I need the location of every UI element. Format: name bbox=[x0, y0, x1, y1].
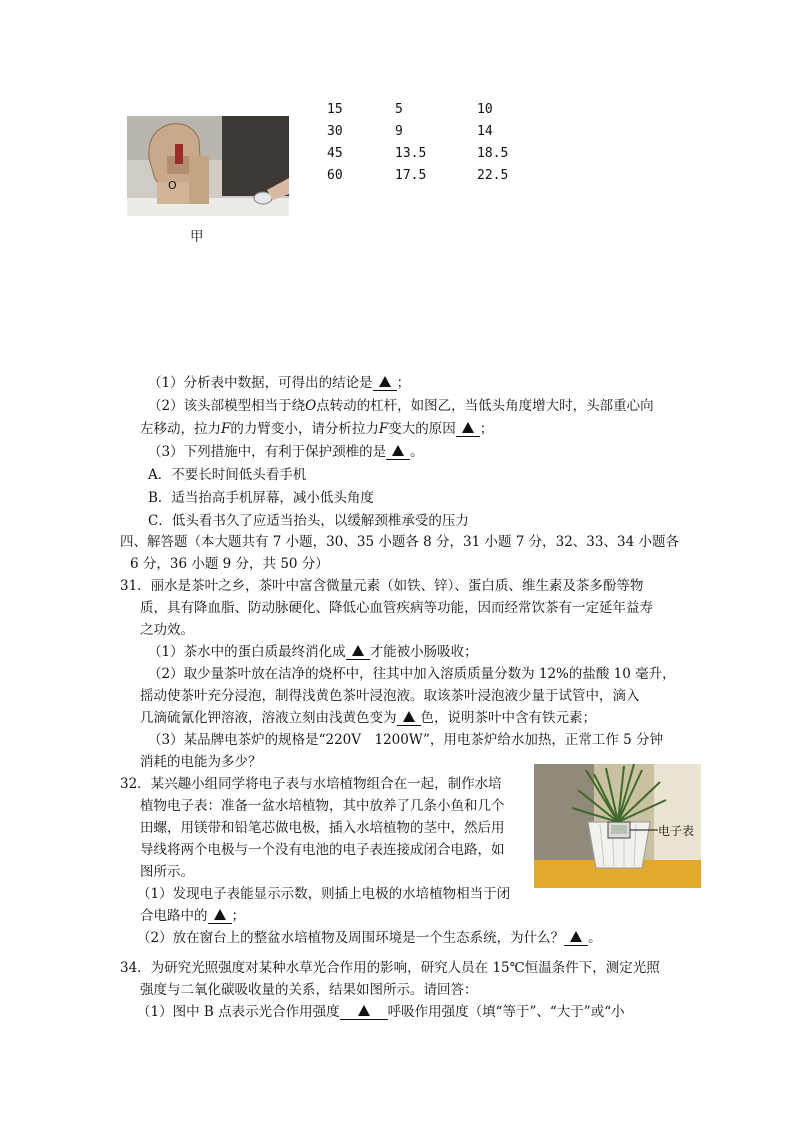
pivot-o-label: O bbox=[168, 179, 177, 192]
section4-heading-line1: 四、解答题（本大题共有 7 小题，30、35 小题各 8 分，31 小题 7 分，32、33、34 小题各 bbox=[120, 534, 679, 550]
answer-triangle-icon bbox=[358, 1005, 370, 1016]
table-cell: 17.5 bbox=[395, 167, 427, 183]
table-cell: 9 bbox=[395, 123, 403, 139]
table-cell: 22.5 bbox=[477, 167, 509, 183]
table-row bbox=[327, 142, 517, 164]
q32-stem-line5: 图所示。 bbox=[140, 864, 194, 880]
q32-stem-line4: 导线将两个电极与一个没有电池的电子表连接成闭合电路，如 bbox=[140, 842, 505, 858]
table-cell: 14 bbox=[477, 123, 493, 139]
head-model-illustration bbox=[127, 116, 289, 216]
q32-stem-line2: 植物电子表：准备一盆水培植物，其中放养了几条小鱼和几个 bbox=[140, 798, 505, 814]
table-row bbox=[327, 98, 517, 120]
answer-blank bbox=[564, 931, 588, 946]
q34-stem-line1: 34．为研究光照强度对某种水草光合作用的影响，研究人员在 15℃恒温条件下，测定光照 bbox=[120, 960, 660, 976]
water-plant-photo bbox=[534, 764, 701, 888]
q32-part2: （2）放在窗台上的整盆水培植物及周围环境是一个生态系统，为什么？ 。 bbox=[137, 930, 602, 946]
section4-heading-line2: 6 分，36 小题 9 分，共 50 分） bbox=[130, 556, 329, 572]
answer-triangle-icon bbox=[379, 376, 391, 387]
head-model-photo bbox=[127, 116, 289, 216]
table-cell: 18.5 bbox=[477, 145, 509, 161]
q30-part2-line2: 左移动，拉力F的力臂变小，请分析拉力F变大的原因 ； bbox=[140, 421, 494, 437]
q30-part3: （3）下列措施中，有利于保护颈椎的是 。 bbox=[148, 444, 424, 460]
q31-stem-line1: 31．丽水是茶叶之乡，茶叶中富含微量元素（如铁、锌）、蛋白质、维生素及茶多酚等物 bbox=[120, 578, 644, 594]
q30-part2-line1: （2）该头部模型相当于绕O点转动的杠杆，如图乙，当低头角度增大时，头部重心向 bbox=[148, 398, 654, 414]
table-cell: 10 bbox=[477, 101, 493, 117]
q31-part2-line1: （2）取少量茶叶放在洁净的烧杯中，往其中加入溶质质量分数为 12%的盐酸 10 毫升， bbox=[148, 666, 676, 682]
table-cell: 13.5 bbox=[395, 145, 427, 161]
answer-triangle-icon bbox=[214, 909, 226, 920]
table-cell: 30 bbox=[327, 123, 343, 139]
q34-part1: （1）图中 B 点表示光合作用强度 呼吸作用强度（填“等于”、“大于”或“小 bbox=[137, 1004, 625, 1020]
q31-stem-line2: 质，具有降血脂、防动脉硬化、降低心血管疾病等功能，因而经常饮茶有一定延年益寿 bbox=[140, 600, 653, 616]
table-cell: 60 bbox=[327, 167, 343, 183]
answer-blank bbox=[386, 445, 410, 460]
q32-stem-line1: 32．某兴趣小组同学将电子表与水培植物组合在一起，制作水培 bbox=[120, 776, 502, 792]
q32-stem-line3: 田螺，用镁带和铅笔芯做电极，插入水培植物的茎中，然后用 bbox=[140, 820, 505, 836]
q31-part1: （1）茶水中的蛋白质最终消化成 才能被小肠吸收； bbox=[148, 644, 478, 660]
angle-force-table bbox=[327, 98, 517, 186]
q31-part2-line2: 摇动使茶叶充分浸泡，制得浅黄色茶叶浸泡液。取该茶叶浸泡液少量于试管中，滴入 bbox=[140, 688, 640, 704]
answer-triangle-icon bbox=[352, 645, 364, 656]
answer-blank bbox=[373, 376, 397, 391]
q32-part1-line1: （1）发现电子表能显示示数，则插上电极的水培植物相当于闭 bbox=[137, 886, 511, 902]
answer-blank bbox=[397, 711, 421, 726]
q31-part2-line3: 几滴硫氰化钾溶液，溶液立刻由浅黄色变为 色，说明茶叶中含有铁元素； bbox=[140, 710, 596, 726]
answer-blank bbox=[340, 1005, 388, 1020]
table-row bbox=[327, 164, 517, 186]
table-cell: 15 bbox=[327, 101, 343, 117]
option-a: A．不要长时间低头看手机 bbox=[148, 467, 307, 483]
q32-part1-line2: 合电路中的 ； bbox=[140, 908, 245, 924]
q31-part3-line2: 消耗的电能为多少？ bbox=[140, 754, 262, 770]
table-cell: 5 bbox=[395, 101, 403, 117]
q34-stem-line2: 强度与二氧化碳吸收量的关系，结果如图所示。请回答： bbox=[140, 982, 478, 998]
answer-triangle-icon bbox=[570, 931, 582, 942]
figure-jia-caption: 甲 bbox=[190, 229, 204, 245]
answer-blank bbox=[208, 909, 232, 924]
option-b: B．适当抬高手机屏幕，减小低头角度 bbox=[148, 490, 374, 506]
q31-stem-line3: 之功效。 bbox=[140, 622, 194, 638]
table-cell: 45 bbox=[327, 145, 343, 161]
q31-part3-line1: （3）某品牌电茶炉的规格是“220V 1200W”，用电茶炉给水加热，正常工作 5 分钟 bbox=[148, 732, 664, 748]
answer-triangle-icon bbox=[392, 445, 404, 456]
table-row bbox=[327, 120, 517, 142]
option-c: C．低头看书久了应适当抬头，以缓解颈椎承受的压力 bbox=[148, 513, 469, 529]
answer-triangle-icon bbox=[462, 422, 474, 433]
answer-blank bbox=[346, 645, 370, 660]
q30-part1: （1）分析表中数据，可得出的结论是 ； bbox=[148, 375, 411, 391]
watch-label: 电子表 bbox=[658, 824, 695, 838]
answer-triangle-icon bbox=[403, 711, 415, 722]
answer-blank bbox=[456, 422, 480, 437]
